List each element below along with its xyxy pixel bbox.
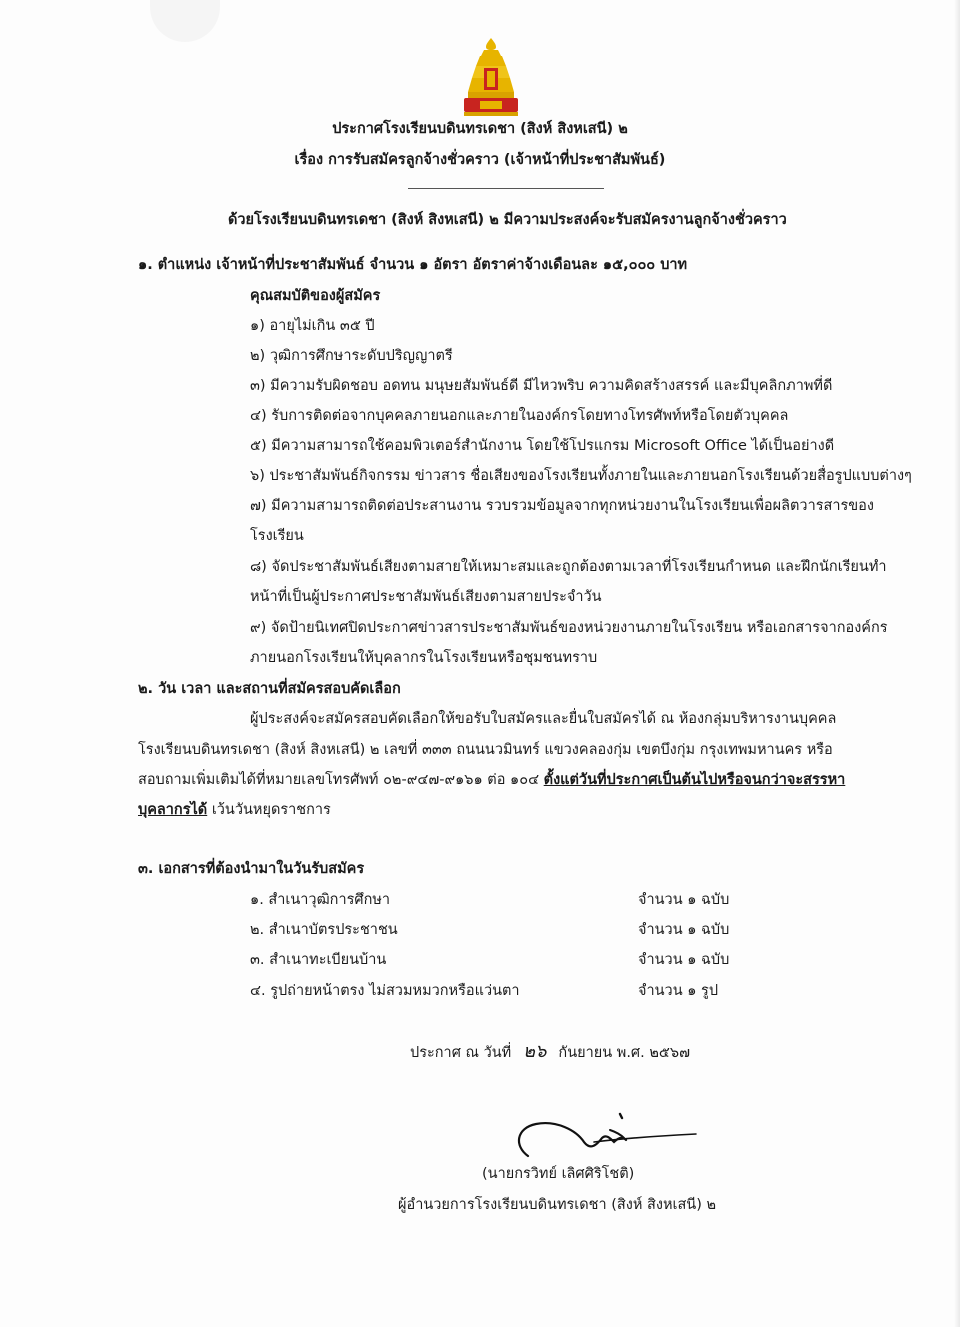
- application-period-emphasis: บุคลากรได้: [138, 802, 208, 818]
- announcement-date: [410, 1042, 690, 1063]
- faint-bleed-through: [150, 0, 220, 42]
- announcement-title: ประกาศโรงเรียนบดินทรเดชา (สิงห์ สิงหเสนี) ๒: [332, 121, 628, 137]
- document-quantity: จำนวน ๑ ฉบับ: [638, 922, 730, 938]
- school-emblem-icon: [462, 36, 520, 118]
- qualification-item-continued: ภายนอกโรงเรียนให้บุคลากรในโรงเรียนหรือชุมชนทราบ: [250, 650, 598, 666]
- qualification-item: ๖) ประชาสัมพันธ์กิจกรรม ข่าวสาร ชื่อเสียงของโรงเรียนทั้งภายในและภายนอกโรงเรียนด้วยสื่อรูปแบบต่างๆ: [250, 468, 912, 484]
- qualification-item: ๗) มีความสามารถติดต่อประสานงาน รวบรวมข้อมูลจากทุกหน่วยงานในโรงเรียนเพื่อผลิตวารสารของ: [250, 498, 874, 514]
- document-name: ๒. สำเนาบัตรประชาชน: [250, 922, 398, 938]
- section2-heading: ๒. วัน เวลา และสถานที่สมัครสอบคัดเลือก: [138, 681, 401, 697]
- page-edge-shadow: [954, 0, 960, 1327]
- signer-name: (นายกรวิทย์ เลิศศิริโชติ): [482, 1166, 635, 1182]
- qualification-item: ๔) รับการติดต่อจากบุคคลภายนอกและภายในองค์กรโดยทางโทรศัพท์หรือโดยตัวบุคคล: [250, 408, 789, 424]
- date-prefix: ประกาศ ณ วันที่: [410, 1045, 512, 1061]
- signer-position: ผู้อำนวยการโรงเรียนบดินทรเดชา (สิงห์ สิงหเสนี) ๒: [398, 1197, 717, 1213]
- document-quantity: จำนวน ๑ รูป: [638, 983, 719, 999]
- section1-heading: ๑. ตำแหน่ง เจ้าหน้าที่ประชาสัมพันธ์ จำนวน ๑ อัตรา อัตราค่าจ้างเดือนละ ๑๕,๐๐๐ บาท: [138, 257, 688, 273]
- qualification-heading: คุณสมบัติของผู้สมัคร: [250, 288, 381, 304]
- application-period-emphasis: ตั้งแต่วันที่ประกาศเป็นต้นไปหรือจนกว่าจะสรรหา: [543, 772, 846, 788]
- application-paragraph-line: [138, 770, 845, 790]
- handwritten-signature-icon: [506, 1108, 706, 1168]
- intro-paragraph: ด้วยโรงเรียนบดินทรเดชา (สิงห์ สิงหเสนี) ๒ มีความประสงค์จะรับสมัครงานลูกจ้างชั่วคราว: [228, 212, 787, 228]
- qualification-item: ๑) อายุไม่เกิน ๓๕ ปี: [250, 318, 375, 334]
- date-month-year: กันยายน พ.ศ. ๒๕๖๗: [558, 1045, 690, 1061]
- qualification-item-continued: โรงเรียน: [250, 528, 304, 544]
- application-paragraph-line: ผู้ประสงค์จะสมัครสอบคัดเลือกให้ขอรับใบสมัครและยื่นใบสมัครได้ ณ ห้องกลุ่มบริหารงานบุคคล: [250, 711, 837, 727]
- application-paragraph-line: โรงเรียนบดินทรเดชา (สิงห์ สิงหเสนี) ๒ เลขที่ ๓๓๓ ถนนนวมินทร์ แขวงคลองกุ่ม เขตบึงกุ่ม กรุงเทพมหานคร หรือ: [138, 742, 833, 758]
- document-name: ๑. สำเนาวุฒิการศึกษา: [250, 892, 391, 908]
- title-divider: [408, 188, 604, 189]
- qualification-item: ๕) มีความสามารถใช้คอมพิวเตอร์สำนักงาน โดยใช้โปรแกรม Microsoft Office ได้เป็นอย่างดี: [250, 438, 835, 454]
- contact-phone-text: สอบถามเพิ่มเติมได้ที่หมายเลขโทรศัพท์ ๐๒-๙๔๗-๙๑๖๑ ต่อ ๑๐๔: [138, 772, 544, 788]
- document-quantity: จำนวน ๑ ฉบับ: [638, 952, 730, 968]
- document-name: ๔. รูปถ่ายหน้าตรง ไม่สวมหมวกหรือแว่นตา: [250, 983, 520, 999]
- qualification-item-continued: หน้าที่เป็นผู้ประกาศประชาสัมพันธ์เสียงตามสายประจำวัน: [250, 589, 602, 605]
- qualification-item: ๙) จัดป้ายนิเทศปิดประกาศข่าวสารประชาสัมพันธ์ของหน่วยงานภายในโรงเรียน หรือเอกสารจากองค์กร: [250, 620, 888, 636]
- qualification-item: ๘) จัดประชาสัมพันธ์เสียงตามสายให้เหมาะสมและถูกต้องตามเวลาที่โรงเรียนกำหนด และฝึกนักเรียนทำ: [250, 559, 887, 575]
- qualification-item: ๓) มีความรับผิดชอบ อดทน มนุษยสัมพันธ์ดี มีไหวพริบ ความคิดสร้างสรรค์ และมีบุคลิกภาพที่ดี: [250, 378, 833, 394]
- application-paragraph-line: [138, 800, 331, 820]
- document-name: ๓. สำเนาทะเบียนบ้าน: [250, 952, 387, 968]
- qualification-item: ๒) วุฒิการศึกษาระดับปริญญาตรี: [250, 348, 453, 364]
- section3-heading: ๓. เอกสารที่ต้องนำมาในวันรับสมัคร: [138, 861, 365, 877]
- document-quantity: จำนวน ๑ ฉบับ: [638, 892, 730, 908]
- handwritten-day: ๒๖: [523, 1041, 547, 1062]
- announcement-subject: เรื่อง การรับสมัครลูกจ้างชั่วคราว (เจ้าหน้าที่ประชาสัมพันธ์): [294, 152, 666, 168]
- holiday-note: เว้นวันหยุดราชการ: [207, 802, 331, 818]
